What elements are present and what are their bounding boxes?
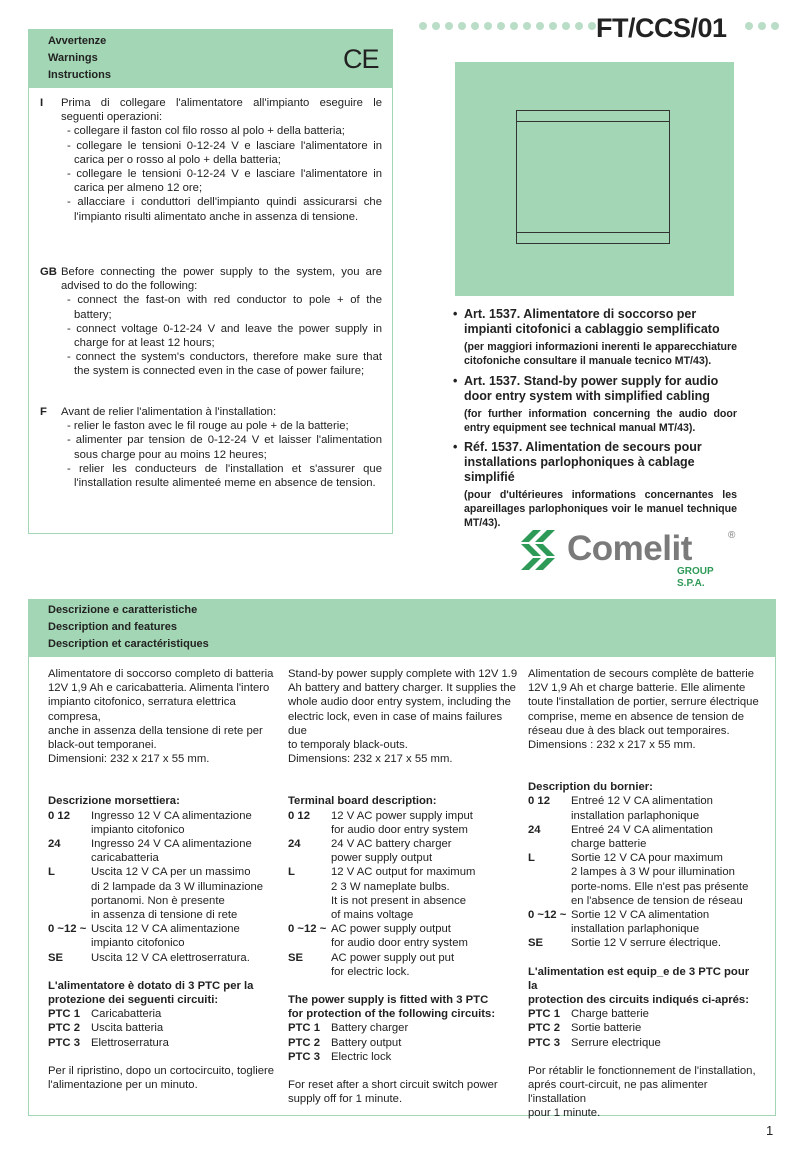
terminal-key: 0 ~12 ~ [288,923,327,936]
warnings-fr-item: - alimenter par tension de 0-12-24 V et laisser l'alimentation sous charge pour au moins 12 heures; [67,434,382,461]
ptc-desc: Uscita batteria [91,1022,164,1035]
reset-line: aprés court-circuit, ne pas alimenter l'installation [528,1079,708,1106]
terminal-desc: Uscita 12 V CA elettroserratura. [91,951,250,964]
warnings-it-item: - collegare il faston col filo rosso al polo + della batteria; [67,125,345,138]
ptc-desc: Battery charger [331,1022,409,1035]
terminal-desc: It is not present in absence [331,894,467,907]
intro-line: Ah battery and battery charger. It supplies the [288,682,516,695]
ptc-title-line: L'alimentation est equip_e de 3 PTC pour la [528,965,750,992]
warnings-it-item: - collegare le tensioni 0-12-24 V e lasciare l'alimentatore in carica per almeno 12 ore; [67,168,382,195]
heading-fr: Instructions [48,69,111,81]
terminal-title: Terminal board description: [288,795,437,808]
ptc-title-line: protezione dei seguenti circuiti: [48,994,219,1007]
terminal-desc: installation parlaphonique [571,809,700,822]
article-note: (pour d'ultérieures informations concernantes les apareillages parlophoniques voir le manuel technique MT/43). [464,489,737,529]
reset-line: l'alimentazione per un minuto. [48,1079,198,1092]
ptc-title-line: The power supply is fitted with 3 PTC [288,994,489,1007]
logo-wordmark: Comelit [567,529,692,568]
ptc-desc: Caricabatteria [91,1008,162,1021]
terminal-key: SE [48,951,64,964]
terminal-key: 0 12 [528,795,550,808]
intro [288,667,520,766]
intro-line: Alimentatore di soccorso completo di batteria [48,668,274,680]
terminal-key: 24 [288,838,301,851]
intro-line: toute l'installation de portier, serrure électrique [528,696,759,709]
reset-note [528,1064,760,1121]
terminal-desc: Uscita 12 V CA per un massimo [91,866,251,879]
terminal-desc: di 2 lampade da 3 W illuminazione [91,880,264,893]
terminal-key: 0 ~12 ~ [528,909,567,922]
terminal-key: 24 [48,838,61,851]
ce-mark: CE [343,44,379,74]
terminal-title: Descrizione morsettiera: [48,795,180,808]
intro-line: 12V 1,9 Ah e caricabatteria. Alimenta l'intero [48,682,270,695]
ptc-key: PTC 2 [48,1022,81,1035]
logo-subtitle: GROUP S.P.A. [677,566,714,589]
heading-en: Description and features [48,621,177,633]
ptc-desc: Elettroserratura [91,1036,169,1049]
terminal-desc: 2 lampes à 3 W pour illumination [571,866,735,879]
terminal-desc: Sortie 12 V serrure électrique. [571,937,722,950]
power-supply-box-drawing [516,110,670,244]
warnings-it-item: - allacciare i conduttori dell'impianto quindi assicurarsi che l'impianto risulti alimentato anche in assenza di tensione. [67,196,382,223]
terminal-key: SE [288,951,304,964]
terminal-desc: Entreé 24 V CA alimentation [571,823,713,836]
terminal-desc: 2 3 W nameplate bulbs. [331,880,450,893]
ptc-desc: Charge batterie [571,1008,649,1021]
ptc-title-line: L'alimentatore è dotato di 3 PTC per la [48,979,254,992]
intro-line: Stand-by power supply complete with 12V 1.9 [288,668,518,680]
reset-line: Por rétablir le fonctionnement de l'installation, [528,1064,756,1077]
intro-line: impianto citofonico, serratura elettrica compresa, [48,696,236,723]
terminal-key: L [288,866,295,879]
ptc-title [48,979,280,1007]
heading-fr: Description et caractéristiques [48,638,209,650]
intro-line: Dimensions: 232 x 217 x 55 mm. [288,753,453,766]
logo-registered: ® [728,530,736,541]
page-number: 1 [766,1123,774,1138]
warnings-gb-item: - connect voltage 0-12-24 V and leave the power supply in charge for at least 12 hours; [67,322,382,350]
terminal-desc: caricabatteria [91,852,159,865]
comelit-mark-icon [521,530,573,570]
description-column-it [48,667,280,1092]
article-fr [455,440,737,530]
heading-it: Avvertenze [48,35,107,47]
reset-note [48,1064,280,1092]
intro-line: comprise, meme en absence de tension de [528,710,745,723]
heading-it: Descrizione e caratteristiche [48,604,198,616]
terminal-desc: for audio door entry system [331,823,468,836]
intro-line: electric lock, even in case of mains failures due [288,710,503,737]
intro-line: anche in assenza della tensione di rete per [48,724,263,737]
lang-label-it: I [40,97,44,109]
reset-line: pour 1 minute. [528,1107,601,1120]
terminal-desc: for audio door entry system [331,937,468,950]
terminal-desc: in assenza di tensione di rete [91,909,238,922]
reset-line: For reset after a short circuit switch power [288,1079,498,1092]
terminal-desc: 24 V AC battery charger [331,838,452,851]
terminal-key: L [48,866,55,879]
terminal-desc: impianto citofonico [91,937,185,950]
terminal-desc: impianto citofonico [91,823,185,836]
intro-line: black-out temporanei. [48,739,157,752]
warnings-fr [61,405,382,490]
terminal-key: L [528,852,535,865]
ptc-key: PTC 1 [48,1008,81,1021]
intro-line: Dimensioni: 232 x 217 x 55 mm. [48,753,210,766]
terminal-key: 0 12 [288,809,310,822]
ptc-title-line: for protection of the following circuits: [288,1008,496,1021]
reset-line: Per il ripristino, dopo un cortocircuito, togliere [48,1064,275,1077]
intro-line: réseau due à des black out temporaires. [528,724,730,737]
terminal-desc: for electric lock. [331,965,410,978]
ptc-key: PTC 3 [528,1036,561,1049]
ptc-key: PTC 1 [288,1022,321,1035]
ptc-title-line: protection des circuits indiqués ci-aprés: [528,994,749,1007]
terminal-desc: en l'absence de tension de réseau [571,894,743,907]
terminal-desc: Sortie 12 V CA alimentation [571,909,710,922]
description-column-fr [528,667,760,1121]
intro-line: Alimentation de secours complète de batterie [528,668,755,680]
terminal-desc: installation parlaphonique [571,923,700,936]
intro [48,667,280,766]
intro-line: to temporaly black-outs. [288,739,408,752]
article-title: • Art. 1537. Alimentatore di soccorso per impianti citofonici a cablaggio semplificato [455,307,737,337]
terminal-desc: of mains voltage [331,909,414,922]
terminal-desc: Uscita 12 V CA alimentazione [91,923,240,936]
description-column-en [288,667,520,1106]
warnings-heading-group [48,33,111,84]
ptc-desc: Electric lock [331,1050,392,1063]
article-note: (per maggiori informazioni inerenti le apparecchiature citofoniche consultare il manuale tecnico MT/43). [464,341,737,367]
terminal-key: SE [528,937,544,950]
lang-label-fr: F [40,406,47,418]
comelit-logo [521,528,741,589]
warnings-it-item: - collegare le tensioni 0-12-24 V e lasciare l'alimentatore in carica per o rosso al polo + della batteria; [67,139,382,166]
product-illustration [455,62,734,296]
warnings-fr-item: - relier les conducteurs de l'installation et s'assurer que l'installation resulte alimenteé meme en absence de tension. [67,462,382,490]
intro-line: whole audio door entry system, including the [288,696,511,709]
terminal-desc: Sortie 12 V CA pour maximum [571,852,723,865]
warnings-it-intro: Prima di collegare l'alimentatore all'impianto eseguire le seguenti operazioni: [61,97,382,124]
ptc-desc: Battery output [331,1036,402,1049]
article-en [455,374,737,435]
description-heading-group [48,602,209,653]
article-title: • Réf. 1537. Alimentation de secours pour installations parlophoniques à cablage simplifié [455,440,737,485]
terminal-desc: power supply output [331,852,433,865]
terminal-desc: charge batterie [571,838,647,851]
ptc-desc: Serrure electrique [571,1036,661,1049]
warnings-it [61,96,382,224]
header-dots-right [745,22,779,30]
article-it [455,307,737,368]
terminal-key: 0 12 [48,809,70,822]
terminal-desc: 12 V AC power supply imput [331,809,473,822]
article-title: • Art. 1537. Stand-by power supply for audio door entry system with simplified cabling [455,374,737,404]
ptc-key: PTC 2 [288,1036,321,1049]
warnings-gb [61,265,382,379]
terminal-desc: AC power supply out put [331,951,455,964]
heading-en: Warnings [48,52,98,64]
warnings-gb-item: - connect the system's conductors, therefore make sure that the system is connected even in the case of power failure; [67,351,382,378]
warnings-fr-intro: Avant de relier l'alimentation à l'installation: [61,406,277,418]
ptc-desc: Sortie batterie [571,1022,642,1035]
lang-label-gb: GB [40,266,57,278]
header-dots-left [419,22,596,30]
document-code: FT/CCS/01 [596,13,727,43]
terminal-key: 0 ~12 ~ [48,923,87,936]
reset-note [288,1078,520,1106]
terminal-desc: Entreé 12 V CA alimentation [571,795,713,808]
article-note: (for further information concerning the audio door entry equipment see technical manual MT/43). [464,408,737,434]
terminal-desc: 12 V AC output for maximum [331,866,476,879]
reset-line: supply off for 1 minute. [288,1093,403,1106]
terminal-title: Description du bornier: [528,781,653,794]
intro [528,667,760,752]
ptc-key: PTC 3 [288,1050,321,1063]
terminal-desc: Ingresso 12 V CA alimentazione [91,809,252,822]
ptc-key: PTC 2 [528,1022,561,1035]
ptc-title [528,965,760,1008]
ptc-key: PTC 3 [48,1036,81,1049]
terminal-desc: Ingresso 24 V CA alimentazione [91,838,252,851]
ptc-key: PTC 1 [528,1008,561,1021]
terminal-desc: porte-noms. Elle n'est pas présente [571,880,749,893]
warnings-gb-intro: Before connecting the power supply to the system, you are advised to do the following: [61,266,382,293]
terminal-key: 24 [528,823,541,836]
warnings-fr-item: - relier le faston avec le fil rouge au pole + de la batterie; [67,420,349,433]
warnings-gb-item: - connect the fast-on with red conductor to pole + of the battery; [67,294,382,321]
intro-line: Dimensions : 232 x 217 x 55 mm. [528,739,696,752]
intro-line: 12V 1,9 Ah et charge batterie. Elle alimente [528,682,746,695]
terminal-desc: portanomi. Non è presente [91,894,225,907]
terminal-desc: AC power supply output [331,923,451,936]
ptc-title [288,993,520,1021]
